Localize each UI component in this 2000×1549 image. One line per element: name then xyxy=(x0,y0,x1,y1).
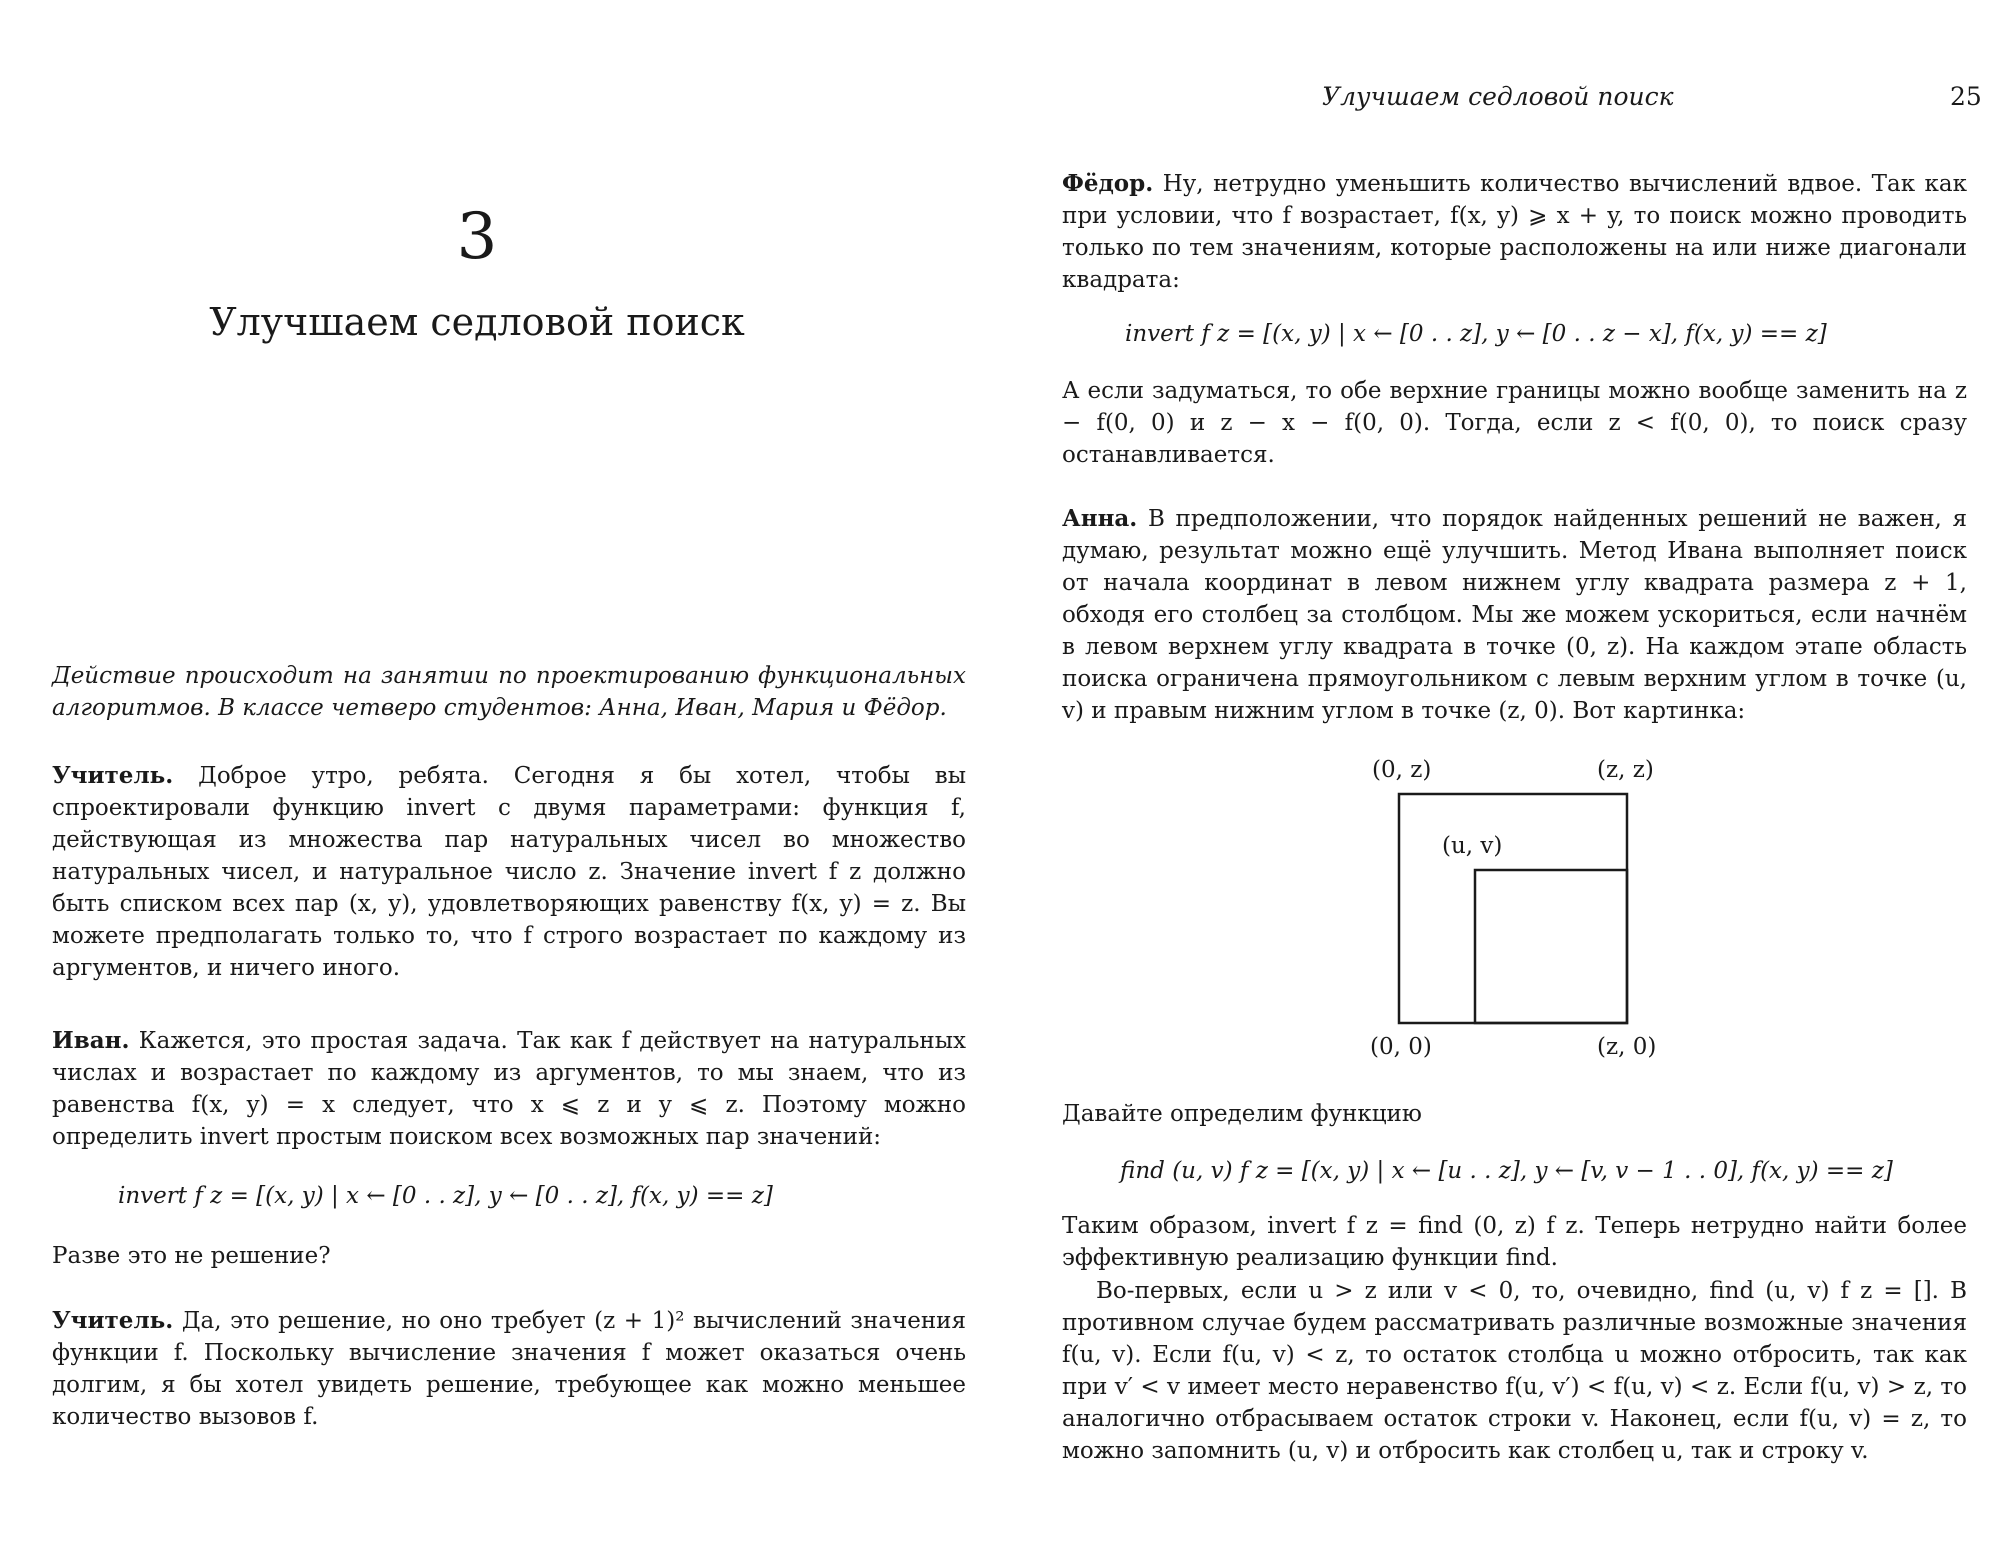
teacher-paragraph-1 xyxy=(52,760,966,984)
paragraph-text: Доброе утро, ребята. Сегодня я бы хотел, чтобы вы спроектировали функцию invert с двумя параметрами: функция f, действующая из множества пар натуральных чисел во множество натуральных чисел, и натуральное число z. Значение invert f z должно быть списком всех пар (x, y), удовлетворяющих равенству f(x, y) = z. Вы можете предполагать только то, что f строго возрастает по каждому из аргументов, и ничего иного. xyxy=(52,763,967,981)
fedor-paragraph xyxy=(1062,168,1967,296)
formula-invert-naive: invert f z = [(x, y) | x ← [0 . . z], y ← [0 . . z], f(x, y) == z] xyxy=(118,1183,773,1209)
paragraph-text: Да, это решение, но оно требует (z + 1)² вычислений значения функции f. Поскольку вычисление значения f может оказаться очень долгим, я бы хотел увидеть решение, требующее как можно меньшее количество вызовов f. xyxy=(52,1308,966,1430)
paragraph-text: Ну, нетрудно уменьшить количество вычислений вдвое. Так как при условии, что f возрастает, f(x, y) ⩾ x + y, то поиск можно проводить только по тем значениям, которые расположены на или ниже диагонали квадрата: xyxy=(1062,171,1968,293)
teacher-paragraph-2 xyxy=(52,1305,966,1433)
inner-rectangle xyxy=(1475,870,1627,1023)
ivan-paragraph xyxy=(52,1025,966,1153)
question-line: Разве это не решение? xyxy=(52,1243,331,1269)
paragraph-text: В предположении, что порядок найденных решений не важен, я думаю, результат можно ещё улучшить. Метод Ивана выполняет поиск от начала координат в левом нижнем углу квадрата размера z + 1, обходя его столбец за столбцом. Мы же можем ускориться, если начнём в левом верхнем углу квадрата в точке (0, z). На каждом этапе область поиска ограничена прямоугольником с левым верхним углом в точке (u, v) и правым нижним углом в точке (z, 0). Вот картинка: xyxy=(1062,506,1967,724)
running-header: Улучшаем седловой поиск xyxy=(1322,82,1674,111)
speaker-label: Анна. xyxy=(1062,505,1138,532)
label-bottom-right: (z, 0) xyxy=(1597,1034,1657,1060)
label-bottom-left: (0, 0) xyxy=(1370,1034,1432,1060)
paragraph-text: Кажется, это простая задача. Так как f действует на натуральных числах и возрастает по каждому из аргументов, то мы знаем, что из равенства f(x, y) = x следует, что x ⩽ z и y ⩽ z. Поэтому можно определить invert простым поиском всех возможных пар значений: xyxy=(52,1028,967,1150)
diagram-figure xyxy=(1352,750,1682,1070)
chapter-number: 3 xyxy=(456,200,498,274)
label-top-right: (z, z) xyxy=(1597,757,1654,783)
formula-find: find (u, v) f z = [(x, y) | x ← [u . . z], y ← [v, v − 1 . . 0], f(x, y) == z] xyxy=(1120,1158,1893,1184)
speaker-label: Фёдор. xyxy=(1062,170,1154,197)
speaker-label: Иван. xyxy=(52,1027,130,1054)
search-region-diagram xyxy=(1352,750,1682,1070)
anna-paragraph xyxy=(1062,503,1967,727)
chapter-title: Улучшаем седловой поиск xyxy=(209,300,745,344)
speaker-label: Учитель. xyxy=(52,1307,174,1334)
outer-square xyxy=(1399,794,1627,1023)
right-page xyxy=(1000,0,2000,1549)
page-number: 25 xyxy=(1950,82,1982,111)
define-find-line: Давайте определим функцию xyxy=(1062,1101,1422,1127)
label-top-left: (0, z) xyxy=(1372,757,1432,783)
cases-paragraph: Во-первых, если u > z или v < 0, то, очевидно, find (u, v) f z = []. В противном случае будем рассматривать различные возможные значения f(u, v). Если f(u, v) < z, то остаток столбца u можно отбросить, так как при v′ < v имеет место неравенство f(u, v′) < f(u, v) < z. Если f(u, v) > z, то аналогично отбрасываем остаток строки v. Наконец, если f(u, v) = z, то можно запомнить (u, v) и отбросить как столбец u, так и строку v. xyxy=(1062,1278,1967,1464)
label-inner-corner: (u, v) xyxy=(1442,833,1503,859)
speaker-label: Учитель. xyxy=(52,762,174,789)
find-paragraph: Таким образом, invert f z = find (0, z) f z. Теперь нетрудно найти более эффективную реализацию функции find. xyxy=(1062,1213,1967,1271)
bounds-paragraph: А если задуматься, то обе верхние границы можно вообще заменить на z − f(0, 0) и z − x − f(0, 0). Тогда, если z < f(0, 0), то поиск сразу останавливается. xyxy=(1062,378,1967,468)
intro-paragraph: Действие происходит на занятии по проектированию функциональных алгоритмов. В классе четверо студентов: Анна, Иван, Мария и Фёдор. xyxy=(52,663,966,721)
formula-invert-diagonal: invert f z = [(x, y) | x ← [0 . . z], y ← [0 . . z − x], f(x, y) == z] xyxy=(1125,321,1827,347)
